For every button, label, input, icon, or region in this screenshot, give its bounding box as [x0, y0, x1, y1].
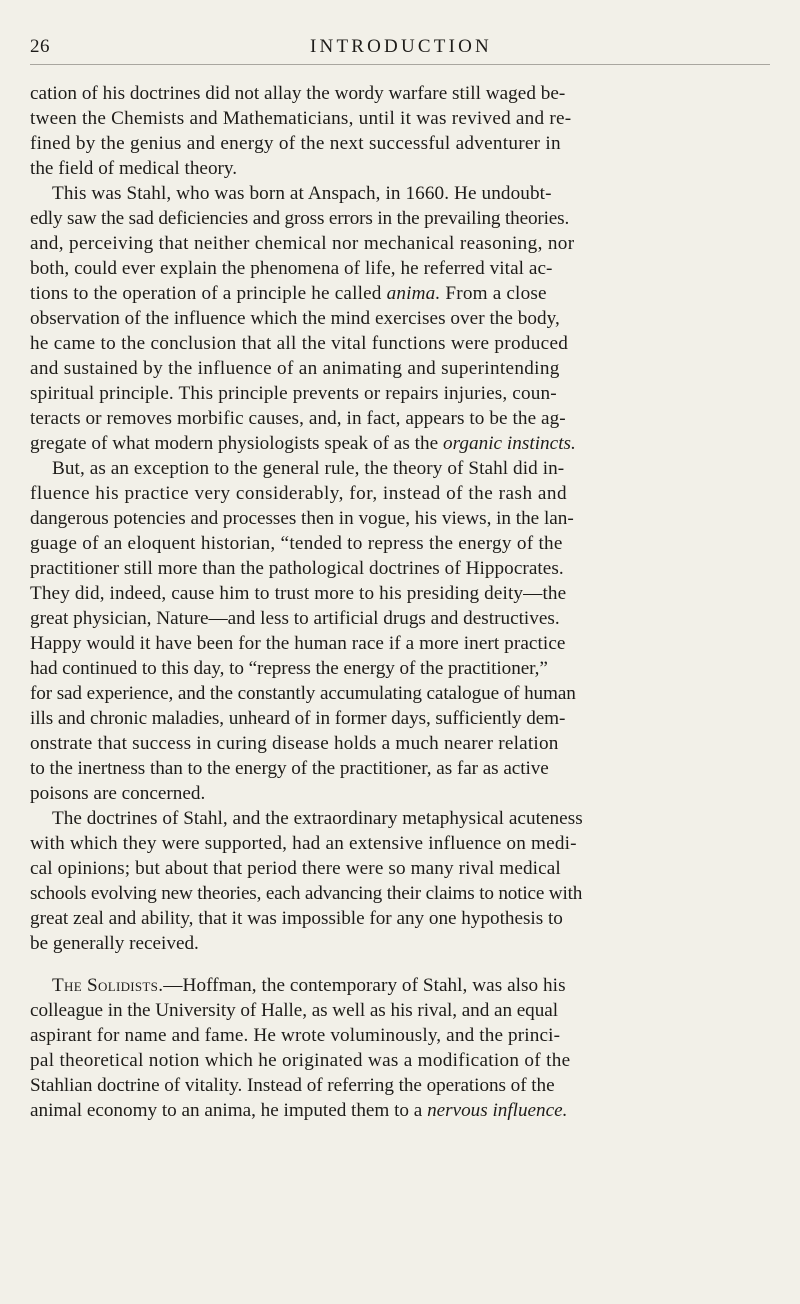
text-line: be generally received. — [30, 933, 199, 954]
text-line: ills and chronic maladies, unheard of in former days, sufficiently dem- — [30, 708, 566, 729]
italic-term: nervous influence. — [427, 1100, 568, 1121]
text-line: spiritual principle. This principle prevents or repairs injuries, coun- — [30, 383, 557, 404]
text-line: fined by the genius and energy of the next successful adventurer in — [30, 133, 561, 154]
text-line: guage of an eloquent historian, “tended to repress the energy of the — [30, 533, 563, 554]
text-line: teracts or removes morbific causes, and, in fact, appears to be the ag- — [30, 408, 566, 429]
text-line: cal opinions; but about that period there were so many rival medical — [30, 858, 561, 879]
running-title: INTRODUCTION — [310, 36, 492, 57]
italic-term: anima. — [386, 283, 441, 304]
text-line: he came to the conclusion that all the vital functions were produced — [30, 333, 569, 354]
text-line: poisons are concerned. — [30, 783, 206, 804]
text-line — [30, 431, 794, 456]
text-line: Stahlian doctrine of vitality. Instead of referring the operations of the — [30, 1075, 555, 1096]
text-segment: tions to the operation of a principle he called — [30, 283, 387, 304]
text-line: schools evolving new theories, each advancing their claims to notice with — [30, 883, 583, 904]
italic-term: organic instincts. — [442, 433, 576, 454]
page-header — [30, 36, 770, 58]
text-line: both, could ever explain the phenomena of life, he referred vital ac- — [30, 258, 553, 279]
text-line: and sustained by the influence of an animating and superintending — [30, 358, 560, 379]
text-line: great physician, Nature—and less to artificial drugs and destructives. — [30, 608, 560, 629]
paragraph — [30, 806, 794, 956]
text-segment: —Hoffman, the contemporary of Stahl, was also his — [163, 975, 566, 996]
page-number: 26 — [30, 36, 50, 57]
header-rule — [30, 64, 770, 65]
section-heading: The Solidists. — [52, 975, 164, 996]
text-segment: gregate of what modern physiologists speak of as the — [30, 433, 443, 454]
text-line: practitioner still more than the pathological doctrines of Hippocrates. — [30, 558, 564, 579]
text-line: to the inertness than to the energy of the practitioner, as far as active — [30, 758, 549, 779]
text-line: But, as an exception to the general rule, the theory of Stahl did in- — [52, 458, 565, 479]
text-line: great zeal and ability, that it was impossible for any one hypothesis to — [30, 908, 563, 929]
text-line: They did, indeed, cause him to trust more to his presiding deity—the — [30, 583, 567, 604]
paragraph — [30, 456, 794, 806]
text-line: tween the Chemists and Mathematicians, until it was revived and re- — [30, 108, 572, 129]
text-line — [30, 281, 794, 306]
text-line: Happy would it have been for the human race if a more inert practice — [30, 633, 566, 654]
text-line: onstrate that success in curing disease holds a much nearer relation — [30, 733, 559, 754]
text-line: aspirant for name and fame. He wrote voluminously, and the princi- — [30, 1025, 561, 1046]
text-line: This was Stahl, who was born at Anspach, in 1660. He undoubt- — [52, 183, 552, 204]
page-body — [30, 81, 794, 1123]
text-line: observation of the influence which the mind exercises over the body, — [30, 308, 560, 329]
text-segment: From a close — [440, 283, 547, 304]
text-line: and, perceiving that neither chemical nor mechanical reasoning, nor — [30, 233, 575, 254]
paragraph — [30, 81, 794, 181]
text-segment: animal economy to an anima, he imputed them to a — [30, 1100, 428, 1121]
text-line — [30, 1098, 794, 1123]
text-line: pal theoretical notion which he originated was a modification of the — [30, 1050, 571, 1071]
text-line: fluence his practice very considerably, for, instead of the rash and — [30, 483, 568, 504]
text-line: colleague in the University of Halle, as well as his rival, and an equal — [30, 1000, 558, 1021]
text-line: cation of his doctrines did not allay the wordy warfare still waged be- — [30, 83, 566, 104]
text-line: dangerous potencies and processes then in vogue, his views, in the lan- — [30, 508, 574, 529]
text-line: edly saw the sad deficiencies and gross errors in the prevailing theories. — [30, 208, 570, 229]
text-line: the field of medical theory. — [30, 158, 238, 179]
text-line: The doctrines of Stahl, and the extraordinary metaphysical acuteness — [52, 808, 583, 829]
text-line — [30, 973, 794, 998]
section-spacer — [30, 956, 794, 973]
text-line: had continued to this day, to “repress the energy of the practitioner,” — [30, 658, 548, 679]
text-line: for sad experience, and the constantly accumulating catalogue of human — [30, 683, 576, 704]
paragraph — [30, 973, 794, 1123]
paragraph — [30, 181, 794, 456]
text-line: with which they were supported, had an extensive influence on medi- — [30, 833, 577, 854]
